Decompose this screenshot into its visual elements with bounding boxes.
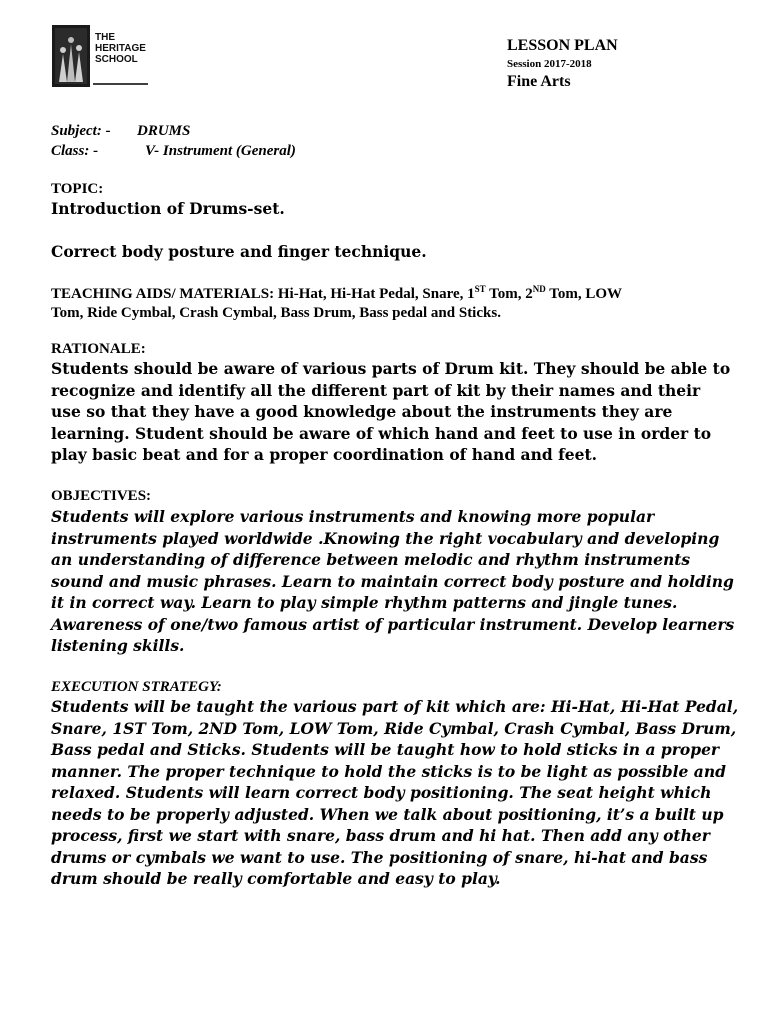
session-label: Session 2017-2018 xyxy=(507,58,592,70)
subject-value: DRUMS xyxy=(137,123,191,139)
paragraph-line: play basic beat and for a proper coordination of hand and feet. xyxy=(51,445,598,464)
paragraph-line: process, first we start with snare, bass drum and hi hat. Then add any other xyxy=(51,826,710,845)
teaching-aids-text: Tom, Ride Cymbal, Crash Cymbal, Bass Drum, Bass pedal and Sticks. xyxy=(51,305,501,321)
superscript: ST xyxy=(474,284,486,294)
document-header xyxy=(507,36,618,92)
execution-strategy-heading: EXECUTION STRATEGY: xyxy=(51,679,222,695)
department-label: Fine Arts xyxy=(507,73,571,90)
subject-class-block xyxy=(51,121,296,161)
teaching-aids-text: Tom, LOW xyxy=(545,286,623,302)
paragraph-line: needs to be properly adjusted. When we talk about positioning, it’s a built up xyxy=(51,804,724,824)
paragraph-line: Snare, 1ST Tom, 2ND Tom, LOW Tom, Ride Cymbal, Crash Cymbal, Bass Drum, xyxy=(51,718,737,738)
teaching-aids-text: Hi-Hat, Hi-Hat Pedal, Snare, 1 xyxy=(274,286,475,302)
paragraph-line: drum should be really comfortable and easy to play. xyxy=(51,869,501,888)
paragraph-line: Awareness of one/two famous artist of particular instrument. Develop learners xyxy=(51,614,735,634)
paragraph-line: use so that they have a good knowledge about the instruments they are xyxy=(51,402,673,421)
paragraph-line: learning. Student should be aware of which hand and feet to use in order to xyxy=(51,423,712,443)
class-value: V- Instrument (General) xyxy=(145,143,296,159)
logo-text-line: SCHOOL xyxy=(95,54,138,65)
objectives-heading: OBJECTIVES: xyxy=(51,488,152,504)
superscript: ND xyxy=(532,284,546,294)
rationale-heading: RATIONALE: xyxy=(51,341,146,357)
subject-label: Subject: - xyxy=(51,123,111,139)
paragraph-line: Students will be taught the various part of kit which are: Hi-Hat, Hi-Hat Pedal, xyxy=(51,697,739,716)
paragraph-line: Bass pedal and Sticks. Students will be taught how to hold sticks in a proper xyxy=(51,740,720,759)
paragraph-line: recognize and identify all the different part of kit by their names and their xyxy=(51,380,701,400)
topic-line: Introduction of Drums-set. xyxy=(51,199,285,218)
paragraph-line: it in correct way. Learn to play simple rhythm patterns and jingle tunes. xyxy=(51,593,678,612)
teaching-aids-text: Tom, 2 xyxy=(485,286,533,302)
objectives-body xyxy=(51,506,735,657)
paragraph-line: an understanding of difference between melodic and rhythm instruments xyxy=(51,550,691,569)
topic-line: Correct body posture and finger technique. xyxy=(51,242,427,261)
teaching-aids-label: TEACHING AIDS/ MATERIALS: xyxy=(51,286,275,302)
rationale-body xyxy=(51,358,731,466)
paragraph-line: relaxed. Students will learn correct body positioning. The seat height which xyxy=(51,783,712,802)
paragraph-line: Students should be aware of various parts of Drum kit. They should be able to xyxy=(51,359,731,378)
paragraph-line: instruments played worldwide .Knowing the right vocabulary and developing xyxy=(51,528,720,548)
execution-strategy-body xyxy=(51,696,739,890)
class-label: Class: - xyxy=(51,143,99,159)
logo-text-line: THE xyxy=(95,32,115,43)
paragraph-line: manner. The proper technique to hold the sticks is to be light as possible and xyxy=(51,761,726,781)
paragraph-line: Students will explore various instruments and knowing more popular xyxy=(51,507,655,526)
paragraph-line: sound and music phrases. Learn to maintain correct body posture and holding xyxy=(51,571,734,591)
paragraph-line: drums or cymbals we want to use. The positioning of snare, hi-hat and bass xyxy=(51,847,708,867)
teaching-aids-section xyxy=(51,280,731,323)
school-logo xyxy=(51,24,151,90)
paragraph-line: listening skills. xyxy=(51,636,185,655)
document-title: LESSON PLAN xyxy=(507,37,618,54)
topic-heading: TOPIC: xyxy=(51,181,104,197)
logo-text-line: HERITAGE xyxy=(95,43,146,54)
